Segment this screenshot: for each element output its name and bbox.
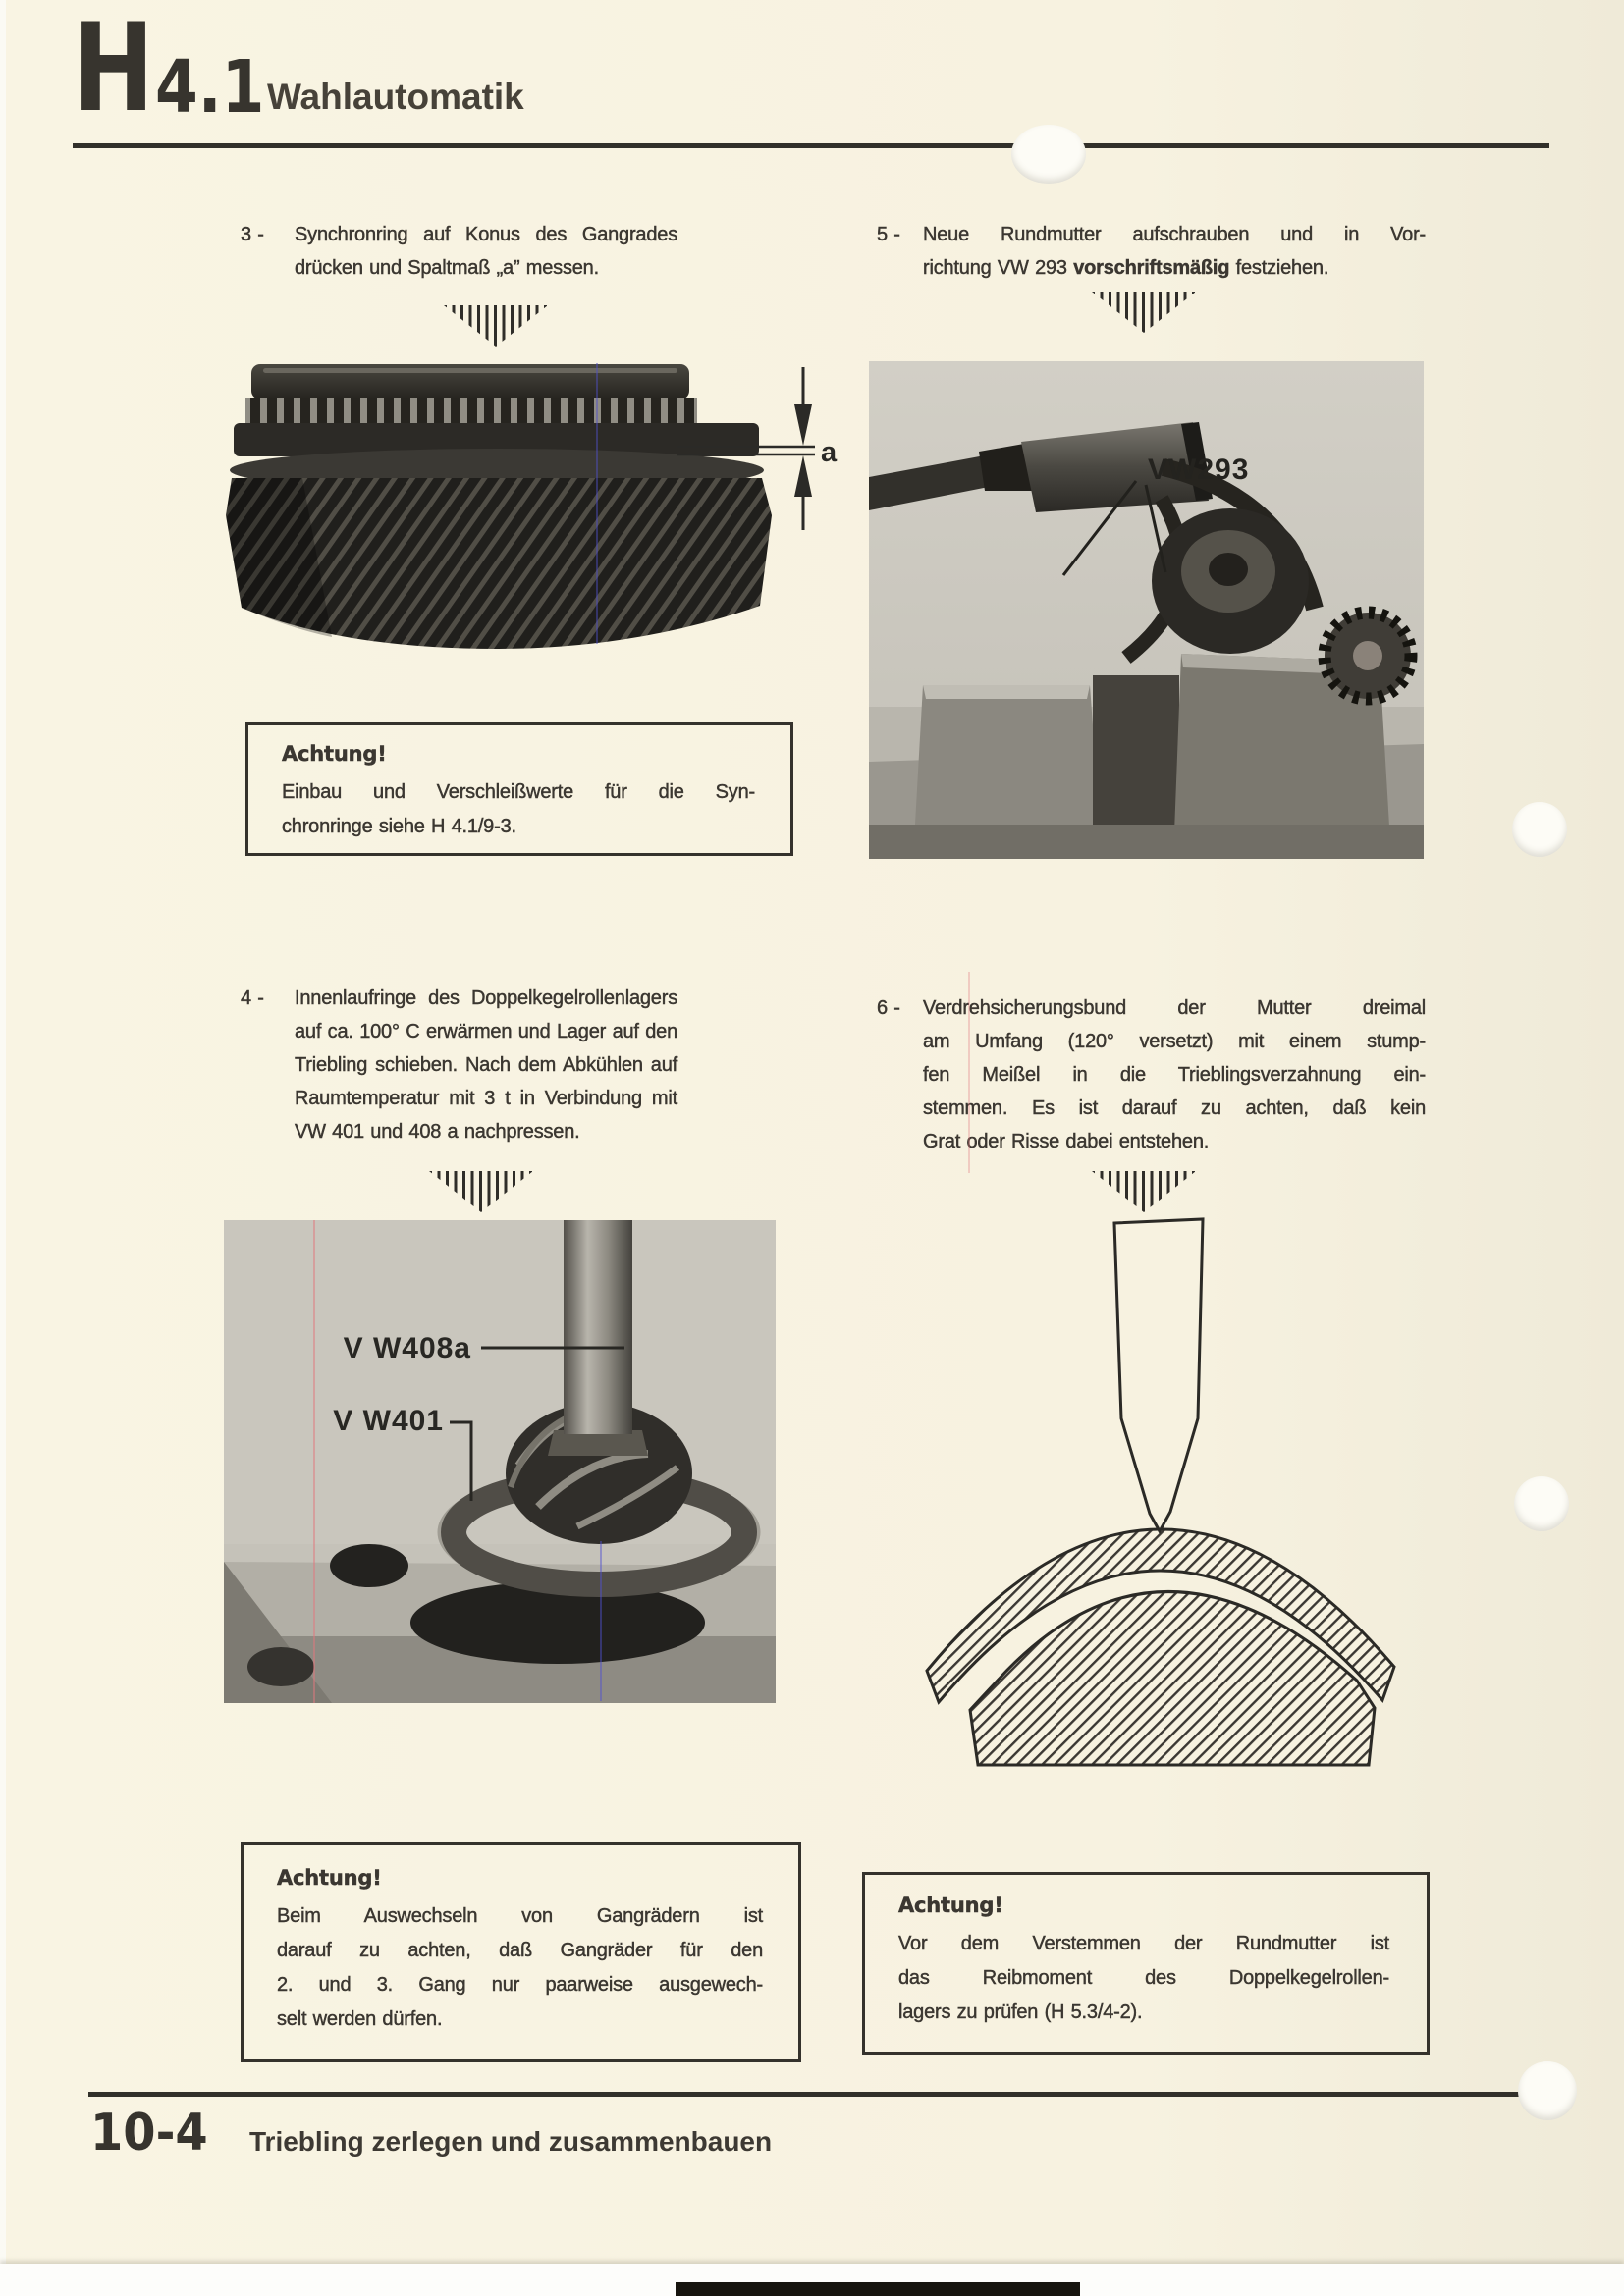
step-5-number: 5 - — [877, 224, 900, 245]
step-5 — [877, 218, 1426, 285]
punch-hole — [1518, 2061, 1577, 2120]
punch-hole — [1514, 1476, 1569, 1531]
scan-artifact-line — [313, 1220, 315, 1703]
note-line: lagers zu prüfen (H 5.3/4-2). — [898, 2002, 1143, 2023]
plate-hole — [330, 1544, 408, 1587]
step-line: Innenlaufringe des Doppelkegelrollenlagers — [295, 988, 677, 1009]
chisel-staking-diagram — [913, 1217, 1404, 1767]
note-line: Einbau und Verschleißwerte für die Syn- — [282, 781, 755, 803]
step-line: fen Meißel in die Trieblingsverzahnung ein- — [923, 1064, 1426, 1086]
press-mandrel-vw408a — [564, 1220, 632, 1434]
note-line: darauf zu achten, daß Gangräder für den — [277, 1940, 763, 1961]
note-box-synchronringe — [245, 722, 793, 856]
arrow-down-icon — [794, 404, 812, 446]
punch-hole — [1512, 802, 1567, 857]
down-arrow-marker-icon — [1092, 1171, 1196, 1212]
step-line: auf ca. 100° C erwärmen und Lager auf den — [295, 1021, 677, 1042]
vw293-label: VW293 — [1148, 454, 1250, 486]
chisel-shape — [1114, 1219, 1203, 1531]
scanner-dark-bar — [676, 2282, 1080, 2296]
step-5-line2-part: richtung VW 293 — [923, 257, 1074, 279]
footer-page-number: 10-4 — [90, 2104, 208, 2163]
step-line: drücken und Spaltmaß „a” messen. — [295, 257, 599, 279]
note-title: Achtung! — [898, 1894, 1003, 1917]
press-tool-photo — [224, 1220, 776, 1703]
scan-edge-left — [0, 0, 6, 2296]
down-arrow-marker-icon — [1092, 292, 1196, 333]
step-6-number: 6 - — [877, 997, 900, 1019]
down-arrow-marker-icon — [429, 1171, 533, 1212]
scan-artifact-line — [600, 1541, 602, 1701]
step-line: VW 401 und 408 a nachpressen. — [295, 1121, 580, 1143]
step-line: Verdrehsicherungsbund der Mutter dreimal — [923, 997, 1426, 1019]
step-4-number: 4 - — [241, 988, 264, 1009]
vw408a-label: V W408a — [343, 1332, 471, 1364]
punch-hole — [1011, 125, 1086, 184]
footer-caption: Triebling zerlegen und zusammenbauen — [249, 2126, 773, 2157]
step-6 — [877, 991, 1426, 1158]
header-section-number: 4.1 — [155, 45, 265, 130]
step-line: Triebling schieben. Nach dem Abkühlen auf — [295, 1054, 677, 1076]
dimension-a-label: a — [821, 437, 839, 468]
step-line: Raumtemperatur mit 3 t in Verbindung mit — [295, 1088, 677, 1109]
scan-artifact-line — [596, 363, 598, 644]
step-4 — [241, 982, 677, 1148]
vw401-label: V W401 — [333, 1405, 444, 1437]
vw293-tool-photo — [869, 361, 1424, 859]
note-box-gangraeder — [241, 1842, 801, 2062]
step-3 — [241, 218, 677, 285]
header-rule — [73, 143, 1549, 148]
note-line: Vor dem Verstemmen der Rundmutter ist — [898, 1933, 1389, 1954]
note-box-reibmoment — [862, 1872, 1430, 2055]
step-5-line2-bold: vorschriftsmäßig — [1073, 257, 1230, 279]
note-line: das Reibmoment des Doppelkegelrollen- — [898, 1967, 1389, 1989]
arrow-up-icon — [794, 455, 812, 497]
step-line: Synchronring auf Konus des Gangrades — [295, 224, 677, 245]
step-5-line2-part: festziehen. — [1229, 257, 1329, 279]
dimension-a-marker — [677, 363, 854, 532]
step-3-number: 3 - — [241, 224, 264, 245]
step-line: Neue Rundmutter aufschrauben und in Vor- — [923, 224, 1426, 245]
note-title: Achtung! — [282, 742, 387, 766]
header-title: Wahlautomatik — [267, 77, 524, 117]
header-section-letter: H — [73, 0, 155, 139]
scan-artifact-line — [968, 972, 970, 1173]
note-line: selt werden dürfen. — [277, 2008, 443, 2030]
step-line: Grat oder Risse dabei entstehen. — [923, 1131, 1210, 1152]
step-line — [923, 251, 1426, 285]
step-line: stemmen. Es ist darauf zu achten, daß kein — [923, 1097, 1426, 1119]
footer-rule — [88, 2092, 1548, 2097]
note-line: chronringe siehe H 4.1/9-3. — [282, 816, 516, 837]
synchronring-teeth — [245, 398, 697, 424]
note-line: Beim Auswechseln von Gangrädern ist — [277, 1905, 763, 1927]
note-title: Achtung! — [277, 1866, 382, 1890]
note-line: 2. und 3. Gang nur paarweise ausgewech- — [277, 1974, 763, 1996]
step-line: am Umfang (120° versetzt) mit einem stump- — [923, 1031, 1426, 1052]
down-arrow-marker-icon — [444, 305, 548, 347]
plate-hole — [247, 1647, 314, 1686]
